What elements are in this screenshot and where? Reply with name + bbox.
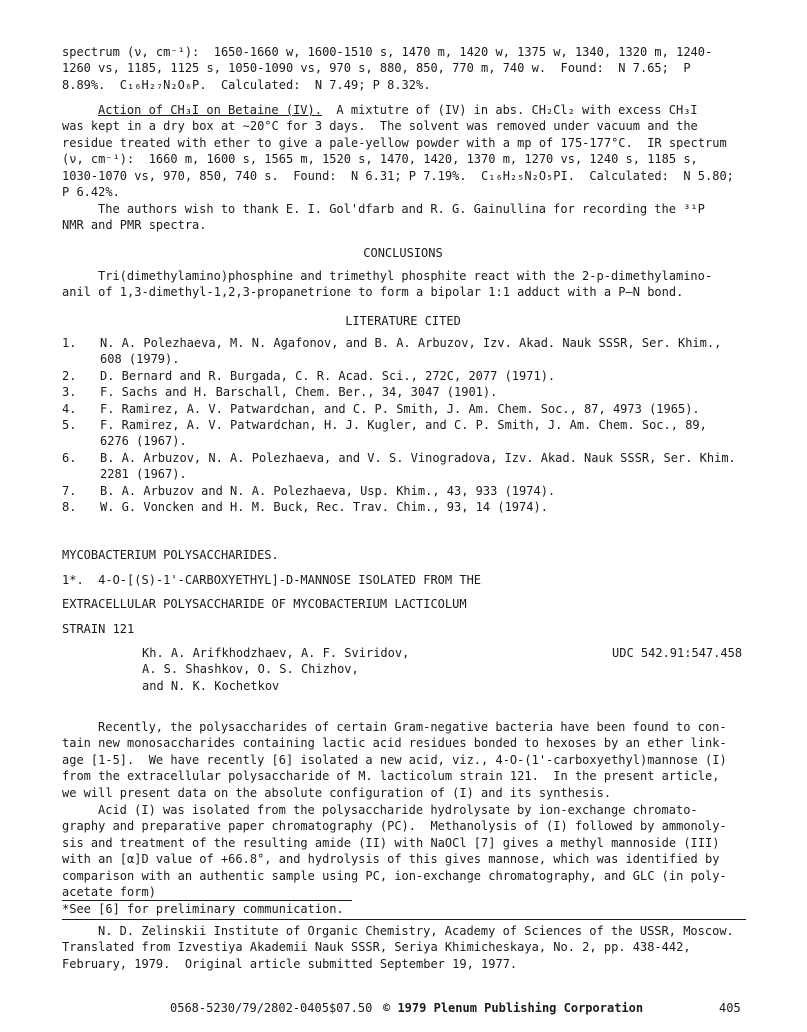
affiliation (62, 923, 734, 972)
text-line: comparison with an authentic sample using PC, ion-exchange chromatography, and GLC (in poly- (62, 868, 727, 883)
text-line: Tri(dimethylamino)phosphine and trimethyl phosphite react with the 2-p-dimethylamino- (98, 269, 713, 283)
conclusions-heading: CONCLUSIONS (363, 246, 443, 260)
text-line: Acid (I) was isolated from the polysaccharide hydrolysate by ion-exchange chromato- (98, 803, 698, 817)
reference-number: 8. (62, 500, 77, 515)
text-line: 1030-1070 vs, 970, 850, 740 s. Found: N 6.31; P 7.19%. C₁₆H₂₅N₂O₅PI. Calculated: N 5.80; (62, 168, 734, 183)
reference-text (100, 335, 721, 368)
author-list (142, 645, 409, 694)
reference-number: 1. (62, 336, 77, 350)
text-line: P 6.42%. (62, 185, 120, 200)
udc-code: UDC 542.91:547.458 (612, 646, 743, 660)
acknowledgment (62, 201, 705, 234)
reference-text: F. Ramirez, A. V. Patwardchan, and C. P. Smith, J. Am. Chem. Soc., 87, 4973 (1965). (100, 401, 700, 416)
text-line: 1260 vs, 1185, 1125 s, 1050-1090 vs, 970 s, 880, 850, 770 m, 740 w. Found: N 7.65; P (62, 61, 691, 76)
reference-item (62, 335, 736, 368)
reference-item (62, 499, 736, 515)
reference-number: 4. (62, 401, 77, 416)
reference-item (62, 401, 736, 417)
footer-copyright: © 1979 Plenum Publishing Corporation (383, 1001, 644, 1015)
text-line: acetate form) (62, 885, 156, 900)
page-number: 405 (719, 1001, 741, 1015)
text-line: sis and treatment of the resulting amide (II) with NaOCl [7] gives a methyl mannoside (III) (62, 835, 720, 850)
text-line: from the extracellular polysaccharide of M. lacticolum strain 121. In the present article, (62, 769, 720, 784)
author-line: A. S. Shashkov, O. S. Chizhov, (142, 662, 359, 677)
text-line: The authors wish to thank E. I. Gol'dfarb and R. G. Gainullina for recording the ³¹P (98, 202, 705, 216)
experimental-previous (62, 44, 712, 93)
text-line: with an [α]D value of +66.8°, and hydrolysis of this gives mannose, which was identified by (62, 852, 720, 867)
text-line: we will present data on the absolute configuration of (I) and its synthesis. (62, 785, 612, 800)
affiliation-rule (62, 919, 746, 920)
text-line: Translated from Izvestiya Akademii Nauk SSSR, Seriya Khimicheskaya, No. 2, pp. 438-442, (62, 940, 691, 955)
text-line: 608 (1979). (100, 352, 180, 367)
text-line: residue treated with ether to give a pale-yellow powder with a mp of 175-177°C. IR spectrum (62, 135, 727, 150)
body-paragraph-1 (62, 719, 727, 801)
reference-number: 2. (62, 368, 77, 383)
text-line: graphy and preparative paper chromatography (PC). Methanolysis of (I) followed by ammonoly- (62, 819, 727, 834)
reference-text (100, 450, 736, 483)
text-line: 6276 (1967). (100, 434, 187, 449)
reference-item (62, 450, 736, 483)
author-line: Kh. A. Arifkhodzhaev, A. F. Sviridov, (142, 646, 410, 660)
reference-number: 5. (62, 418, 77, 433)
reference-text: W. G. Voncken and H. M. Buck, Rec. Trav. Chim., 93, 14 (1974). (100, 500, 548, 515)
procedure-heading: Action of CH₃I on Betaine (IV). (98, 103, 322, 117)
text-line: anil of 1,3-dimethyl-1,2,3-propanetrione to form a bipolar 1:1 adduct with a P—N bond. (62, 285, 684, 300)
text-line: N. D. Zelinskii Institute of Organic Chemistry, Academy of Sciences of the USSR, Moscow. (98, 924, 734, 938)
reference-list (62, 335, 736, 515)
reference-item (62, 483, 736, 499)
footnote: *See [6] for preliminary communication. (62, 902, 344, 916)
reference-text (100, 417, 707, 450)
reference-item (62, 368, 736, 384)
reference-item (62, 384, 736, 400)
body-paragraph-2 (62, 802, 727, 900)
reference-text: F. Sachs and H. Barschall, Chem. Ber., 34, 3047 (1901). (100, 385, 498, 400)
text-line: F. Ramirez, A. V. Patwardchan, H. J. Kugler, and C. P. Smith, J. Am. Chem. Soc., 89, (100, 418, 707, 433)
text-line (62, 102, 734, 118)
conclusions-text (62, 268, 712, 301)
text-line: (ν, cm⁻¹): 1660 m, 1600 s, 1565 m, 1520 s, 1470, 1420, 1370 m, 1270 vs, 1240 s, 1185 s, (62, 152, 698, 167)
text-line: spectrum (ν, cm⁻¹): 1650-1660 w, 1600-1510 s, 1470 m, 1420 w, 1375 w, 1340, 1320 m, 1240- (62, 45, 713, 59)
text-line: February, 1979. Original article submitted September 19, 1977. (62, 956, 518, 971)
reference-number: 6. (62, 450, 77, 465)
title-line: MYCOBACTERIUM POLYSACCHARIDES. (62, 548, 279, 562)
reference-number: 3. (62, 385, 77, 400)
text-line: was kept in a dry box at ∼20°C for 3 days. The solvent was removed under vacuum and the (62, 119, 698, 134)
article-title (62, 543, 481, 641)
reference-text: D. Bernard and R. Burgada, C. R. Acad. Sci., 272C, 2077 (1971). (100, 368, 556, 383)
text-line: B. A. Arbuzov, N. A. Polezhaeva, and V. S. Vinogradova, Izv. Akad. Nauk SSSR, Ser. Khim. (100, 450, 736, 465)
title-line: EXTRACELLULAR POLYSACCHARIDE OF MYCOBACTERIUM LACTICOLUM (62, 597, 467, 611)
text-line: tain new monosaccharides containing lactic acid residues bonded to hexoses by an ether link- (62, 736, 727, 751)
text-line: age [1-5]. We have recently [6] isolated a new acid, viz., 4-O-(1'-carboxyethyl)mannose (I) (62, 752, 727, 767)
text-span: A mixtutre of (IV) in abs. CH₂Cl₂ with excess CH₃I (321, 103, 698, 117)
title-line: 1*. 4-O-[(S)-1'-CARBOXYETHYL]-D-MANNOSE ISOLATED FROM THE (62, 572, 482, 587)
text-line: 8.89%. C₁₆H₂₇N₂O₆P. Calculated: N 7.49; P 8.32%. (62, 77, 431, 92)
text-line: Recently, the polysaccharides of certain Gram-negative bacteria have been found to con- (98, 720, 727, 734)
reference-text: B. A. Arbuzov and N. A. Polezhaeva, Usp. Khim., 43, 933 (1974). (100, 483, 556, 498)
text-line: N. A. Polezhaeva, M. N. Agafonov, and B. A. Arbuzov, Izv. Akad. Nauk SSSR, Ser. Khim., (100, 336, 722, 350)
text-line: NMR and PMR spectra. (62, 218, 207, 233)
author-line: and N. K. Kochetkov (142, 678, 280, 693)
text-line: 2281 (1967). (100, 467, 187, 482)
footer-code: 0568-5230/79/2802-0405$07.50 (170, 1001, 373, 1015)
literature-heading: LITERATURE CITED (345, 314, 461, 328)
reference-item (62, 417, 736, 450)
reference-number: 7. (62, 483, 77, 498)
experimental-betaine (62, 102, 734, 200)
title-line: STRAIN 121 (62, 621, 135, 636)
